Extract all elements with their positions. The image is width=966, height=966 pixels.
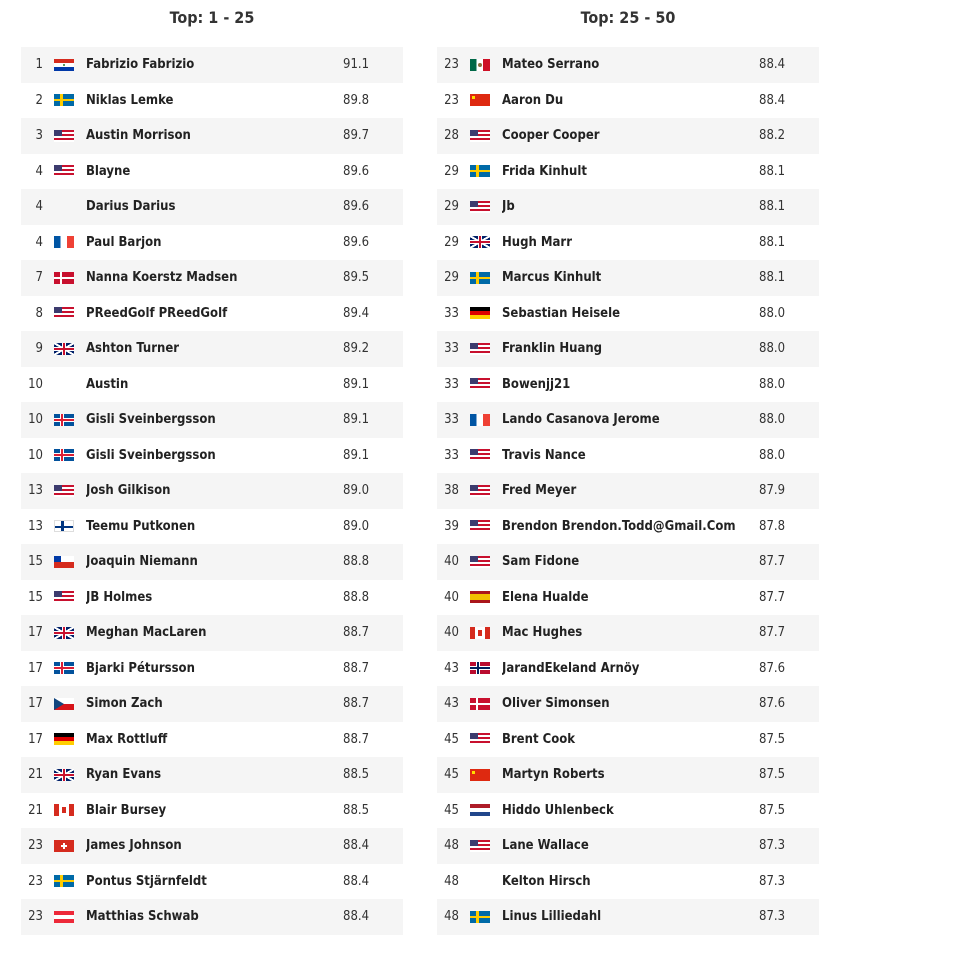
player-rank: 21 [28,802,43,818]
player-row [437,473,819,509]
player-row [437,367,819,403]
player-score: 88.2 [759,128,786,144]
player-name: Frida Kinhult [502,163,587,179]
player-rank: 4 [35,163,43,179]
player-score: 87.3 [759,909,786,925]
player-score: 89.7 [343,128,370,144]
player-name: Sebastian Heisele [502,305,621,321]
player-rank: 2 [35,92,43,108]
player-name: Fabrizio Fabrizio [86,57,195,73]
flag-fr-icon [470,414,490,426]
player-name: Darius Darius [86,199,176,215]
flag-ch-icon [54,840,74,852]
player-row [21,296,403,332]
flag-se-icon [470,911,490,923]
player-list [437,47,819,935]
flag-us-icon [470,733,490,745]
player-name: Gisli Sveinbergsson [86,447,216,463]
flag-se-icon [54,875,74,887]
player-rank: 8 [35,305,43,321]
player-rank: 29 [444,199,459,215]
column-title: Top: 1 - 25 [169,8,255,27]
player-row [21,864,403,900]
player-score: 88.7 [343,660,370,676]
player-rank: 33 [444,447,459,463]
player-row [437,651,819,687]
player-row [21,899,403,935]
flag-ca-icon [470,627,490,639]
player-rank: 15 [28,554,43,570]
player-name: Ryan Evans [86,767,162,783]
player-name: Sam Fidone [502,554,580,570]
player-row [21,83,403,119]
player-name: Linus Lilliedahl [502,909,602,925]
player-name: Mac Hughes [502,625,583,641]
flag-us-icon [470,130,490,142]
flag-se-icon [54,94,74,106]
player-row [21,473,403,509]
player-rank: 9 [35,341,43,357]
flag-fr-icon [54,236,74,248]
flag-se-icon [470,165,490,177]
player-row [437,189,819,225]
player-score: 87.3 [759,873,786,889]
flag-gb-icon [470,236,490,248]
flag-none-icon [470,875,490,887]
player-name: Lane Wallace [502,838,589,854]
player-name: Meghan MacLaren [86,625,207,641]
player-score: 89.0 [343,518,370,534]
player-name: Fred Meyer [502,483,577,499]
player-rank: 23 [444,57,459,73]
flag-us-icon [470,520,490,532]
flag-us-icon [54,307,74,319]
flag-cn-icon [470,769,490,781]
player-rank: 40 [444,625,459,641]
player-score: 88.4 [343,873,370,889]
player-row [21,722,403,758]
player-score: 88.1 [759,199,786,215]
player-name: Max Rottluff [86,731,168,747]
player-score: 89.6 [343,199,370,215]
player-rank: 21 [28,767,43,783]
player-score: 88.0 [759,341,786,357]
flag-dk-icon [54,272,74,284]
player-row [21,438,403,474]
player-row [21,367,403,403]
player-rank: 1 [35,57,43,73]
player-rank: 43 [444,660,459,676]
player-score: 88.7 [343,696,370,712]
player-score: 89.1 [343,412,370,428]
player-row [21,260,403,296]
flag-dk-icon [470,698,490,710]
flag-us-icon [54,591,74,603]
player-name: Brent Cook [502,731,576,747]
player-score: 89.6 [343,234,370,250]
player-row [437,225,819,261]
player-rank: 4 [35,234,43,250]
player-rank: 29 [444,163,459,179]
player-row [21,118,403,154]
player-name: Pontus Stjärnfeldt [86,873,207,889]
player-score: 88.7 [343,731,370,747]
player-row [437,118,819,154]
player-rank: 29 [444,270,459,286]
player-score: 87.7 [759,589,786,605]
player-row [21,651,403,687]
player-name: Franklin Huang [502,341,603,357]
player-name: Blair Bursey [86,802,167,818]
player-row [437,296,819,332]
player-name: Paul Barjon [86,234,162,250]
flag-cz-icon [54,698,74,710]
player-score: 89.2 [343,341,370,357]
player-score: 88.8 [343,554,370,570]
player-name: JB Holmes [86,589,153,605]
player-rank: 43 [444,696,459,712]
player-name: Austin Morrison [86,128,191,144]
player-row [21,580,403,616]
player-rank: 23 [444,92,459,108]
player-score: 88.4 [759,57,786,73]
flag-is-icon [54,414,74,426]
flag-us-icon [470,556,490,568]
player-rank: 45 [444,731,459,747]
player-name: Teemu Putkonen [86,518,196,534]
player-name: Jb [502,199,515,215]
player-name: Hugh Marr [502,234,572,250]
player-name: Joaquin Niemann [86,554,198,570]
flag-mx-icon [470,59,490,71]
player-row [437,260,819,296]
flag-ca-icon [54,804,74,816]
player-rank: 28 [444,128,459,144]
player-score: 88.1 [759,163,786,179]
player-name: Brendon Brendon.Todd@Gmail.Com [502,518,736,534]
player-rank: 17 [28,625,43,641]
player-score: 89.8 [343,92,370,108]
player-score: 87.6 [759,696,786,712]
player-row [437,722,819,758]
player-score: 91.1 [343,57,370,73]
player-rank: 7 [35,270,43,286]
flag-cl-icon [54,556,74,568]
player-name: Hiddo Uhlenbeck [502,802,614,818]
player-row [437,402,819,438]
player-name: Elena Hualde [502,589,589,605]
player-rank: 10 [28,376,43,392]
flag-cn-icon [470,94,490,106]
player-row [437,47,819,83]
player-row [21,615,403,651]
player-row [437,509,819,545]
player-score: 88.0 [759,412,786,428]
flag-no-icon [470,662,490,674]
player-row [437,83,819,119]
player-name: Bowenjj21 [502,376,571,392]
flag-is-icon [54,449,74,461]
flag-at-icon [54,911,74,923]
player-rank: 23 [28,838,43,854]
player-row [437,828,819,864]
column-title: Top: 25 - 50 [580,8,676,27]
flag-us-icon [470,449,490,461]
player-row [437,686,819,722]
player-score: 88.7 [343,625,370,641]
player-name: Matthias Schwab [86,909,199,925]
flag-nl-icon [470,804,490,816]
player-score: 88.0 [759,305,786,321]
flag-py-icon [54,59,74,71]
player-row [21,402,403,438]
player-score: 87.3 [759,838,786,854]
player-rank: 39 [444,518,459,534]
player-score: 89.1 [343,447,370,463]
player-rank: 23 [28,873,43,889]
flag-us-icon [54,485,74,497]
player-row [437,899,819,935]
flag-fi-icon [54,520,74,532]
player-rank: 17 [28,660,43,676]
flag-se-icon [470,272,490,284]
player-row [21,47,403,83]
player-score: 88.0 [759,447,786,463]
leaderboard-column-top-1-25 [21,0,403,935]
player-name: Travis Nance [502,447,586,463]
player-score: 88.1 [759,234,786,250]
player-rank: 17 [28,696,43,712]
flag-none-icon [54,201,74,213]
player-name: Bjarki Pétursson [86,660,195,676]
player-rank: 33 [444,412,459,428]
player-rank: 45 [444,767,459,783]
player-name: Aaron Du [502,92,564,108]
flag-us-icon [470,201,490,213]
player-score: 87.7 [759,554,786,570]
player-score: 89.6 [343,163,370,179]
flag-gb-icon [54,769,74,781]
player-row [437,438,819,474]
player-name: Nanna Koerstz Madsen [86,270,238,286]
player-list [21,47,403,935]
player-score: 87.7 [759,625,786,641]
player-score: 89.5 [343,270,370,286]
flag-us-icon [470,343,490,355]
player-rank: 29 [444,234,459,250]
flag-is-icon [54,662,74,674]
player-row [21,793,403,829]
player-row [21,828,403,864]
player-score: 89.0 [343,483,370,499]
leaderboard-column-top-25-50 [437,0,819,935]
player-row [437,544,819,580]
flag-de-icon [470,307,490,319]
player-rank: 10 [28,412,43,428]
player-row [21,544,403,580]
flag-gb-icon [54,627,74,639]
player-rank: 48 [444,838,459,854]
player-name: Niklas Lemke [86,92,174,108]
player-name: Cooper Cooper [502,128,600,144]
player-score: 87.5 [759,767,786,783]
player-name: Lando Casanova Jerome [502,412,660,428]
player-score: 87.5 [759,731,786,747]
player-name: Oliver Simonsen [502,696,610,712]
player-rank: 33 [444,305,459,321]
player-rank: 13 [28,483,43,499]
player-rank: 40 [444,554,459,570]
flag-us-icon [54,165,74,177]
player-score: 88.8 [343,589,370,605]
player-score: 88.1 [759,270,786,286]
player-row [21,154,403,190]
player-score: 89.4 [343,305,370,321]
player-row [437,864,819,900]
player-name: Marcus Kinhult [502,270,602,286]
player-rank: 4 [35,199,43,215]
player-rank: 33 [444,341,459,357]
flag-es-icon [470,591,490,603]
player-name: James Johnson [86,838,182,854]
player-rank: 15 [28,589,43,605]
player-rank: 45 [444,802,459,818]
player-score: 88.4 [343,909,370,925]
player-row [437,580,819,616]
player-score: 87.5 [759,802,786,818]
player-row [437,615,819,651]
player-rank: 48 [444,873,459,889]
player-rank: 3 [35,128,43,144]
player-rank: 17 [28,731,43,747]
player-rank: 23 [28,909,43,925]
player-rank: 10 [28,447,43,463]
player-name: Austin [86,376,129,392]
player-score: 88.0 [759,376,786,392]
player-rank: 38 [444,483,459,499]
player-name: Kelton Hirsch [502,873,591,889]
player-row [21,331,403,367]
player-rank: 33 [444,376,459,392]
player-name: PReedGolf PReedGolf [86,305,228,321]
player-name: Blayne [86,163,131,179]
player-name: Martyn Roberts [502,767,605,783]
player-row [437,154,819,190]
player-name: Mateo Serrano [502,57,600,73]
player-score: 88.5 [343,767,370,783]
player-row [21,686,403,722]
player-row [437,793,819,829]
player-row [437,331,819,367]
player-name: Gisli Sveinbergsson [86,412,216,428]
flag-us-icon [470,378,490,390]
player-rank: 40 [444,589,459,605]
player-score: 88.4 [343,838,370,854]
player-row [21,189,403,225]
player-row [21,225,403,261]
flag-de-icon [54,733,74,745]
player-rank: 13 [28,518,43,534]
player-score: 87.8 [759,518,786,534]
player-name: Josh Gilkison [86,483,171,499]
player-score: 89.1 [343,376,370,392]
player-score: 87.6 [759,660,786,676]
flag-none-icon [54,378,74,390]
player-name: Simon Zach [86,696,163,712]
player-score: 88.4 [759,92,786,108]
flag-us-icon [470,485,490,497]
player-row [21,757,403,793]
flag-us-icon [54,130,74,142]
player-score: 87.9 [759,483,786,499]
player-score: 88.5 [343,802,370,818]
flag-us-icon [470,840,490,852]
player-row [437,757,819,793]
player-name: JarandEkeland Arnöy [502,660,640,676]
flag-gb-icon [54,343,74,355]
player-name: Ashton Turner [86,341,180,357]
player-row [21,509,403,545]
player-rank: 48 [444,909,459,925]
